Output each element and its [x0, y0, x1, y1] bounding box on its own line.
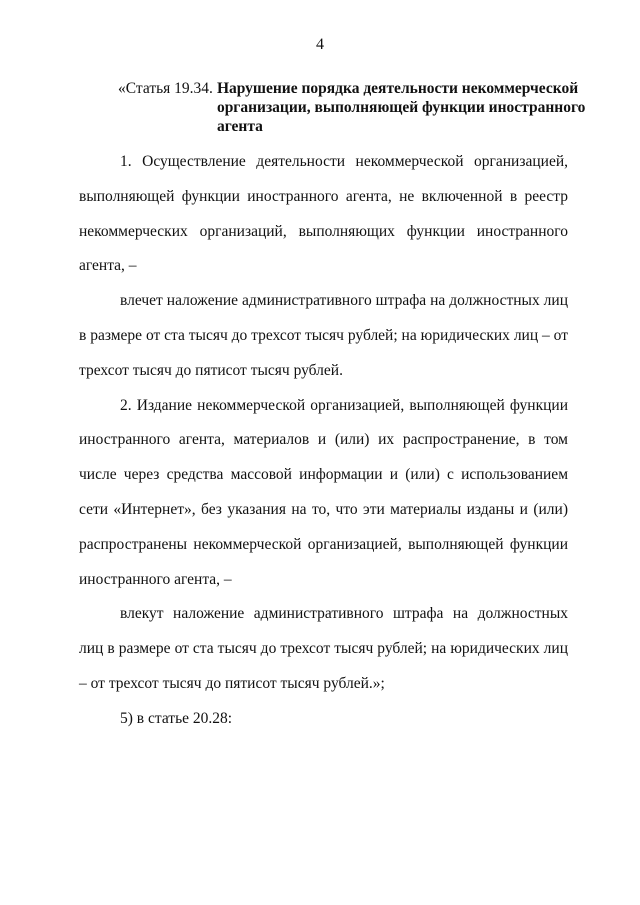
paragraph-3: 2. Издание некоммерческой организацией, выполняющей функции иностранного агента, материалов и (или) их распространение, в том числе через средства массовой информации и (или) с использованием сети «Интернет», без указания на то, что эти материалы изданы и (или) распространены некоммерческой организацией, выполняющей функции иностранного агента, –: [79, 396, 568, 588]
document-body: [79, 145, 568, 737]
article-title: Нарушение порядка деятельности некоммерческой организации, выполняющей функции иностранного агента: [216, 80, 586, 135]
paragraph-5: 5) в статье 20.28:: [120, 709, 233, 727]
paragraph-4: влекут наложение административного штрафа на должностных лиц в размере от ста тысяч до трехсот тысяч рублей; на юридических лиц – от трехсот тысяч до пятисот тысяч рублей.»;: [79, 605, 568, 692]
page-number: 4: [316, 36, 324, 53]
article-prefix: «Статья 19.34.: [118, 80, 213, 97]
paragraph-1: 1. Осуществление деятельности некоммерческой организацией, выполняющей функции иностранного агента, не включенной в реестр некоммерческих организаций, выполняющих функции иностранного агента, –: [79, 153, 568, 275]
article-heading: [118, 79, 588, 136]
paragraph-2: влечет наложение административного штрафа на должностных лиц в размере от ста тысяч до трехсот тысяч рублей; на юридических лиц – от трехсот тысяч до пятисот тысяч рублей.: [79, 292, 568, 379]
